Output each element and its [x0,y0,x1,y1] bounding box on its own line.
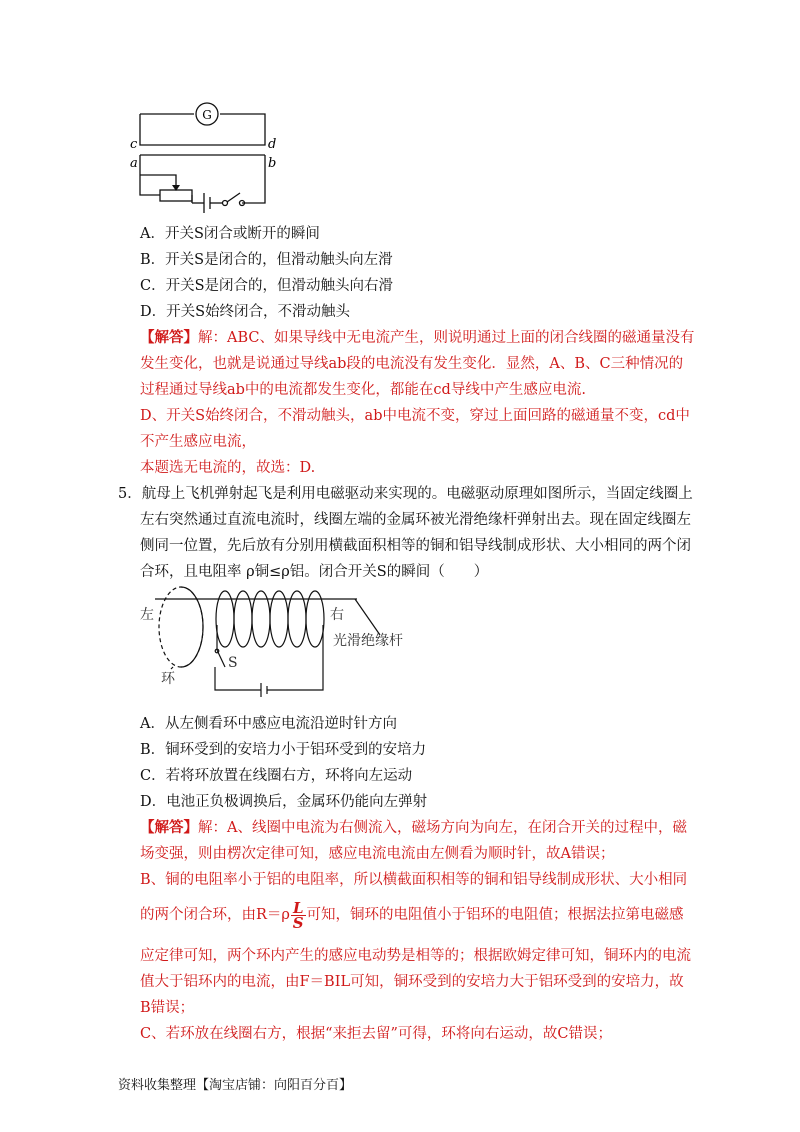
q4-answer-line-2: 发生变化，也就是说通过导线ab段的电流没有发生变化．显然，A、B、C三种情况的 [140,356,684,372]
q5-answer-line-4: 应定律可知，两个环内产生的感应电动势是相等的；根据欧姆定律可知，铜环内的电流 [140,948,691,964]
q5-option-b: B．铜环受到的安培力小于铝环受到的安培力 [140,742,427,758]
coil-diagram [135,585,455,705]
figure-label-left: 左 [140,607,154,623]
label-c: c [130,137,138,152]
q5-formula-line: 的两个闭合环，由R＝ρ $\frac{L}{S}$ 可知，铜环的电阻值小于铝环的电阻值；根据法拉第电磁感 [140,898,684,932]
fraction-denominator: S [292,913,304,932]
q5-answer-line-1: 【解答】解：A、线圈中电流为右侧流入，磁场方向为向左，在闭合开关的过程中，磁 [140,819,687,836]
figure-label-ring: 环 [161,671,175,687]
q5-stem-line-4: 合环，且电阻率 ρ铜≤ρ铝。闭合开关S的瞬间（ ） [140,564,489,580]
q4-answer-line-5: 不产生感应电流， [140,434,256,450]
q5-answer-line-3: B、铜的电阻率小于铝的电阻率，所以横截面积相等的铜和铝导线制成形状、大小相同 [140,872,688,888]
q4-answer-tag: 【解答】 [140,329,198,346]
q5-answer-line-7: C、若环放在线圈右方，根据“来拒去留”可得，环将向右运动，故C错误； [140,1026,613,1042]
q5-option-a: A．从左侧看环中感应电流沿逆时针方向 [140,716,397,732]
galvanometer-label: G [202,108,212,122]
figure-label-rod: 光滑绝缘杆 [333,633,403,649]
q4-answer-line-3: 过程通过导线ab中的电流都发生变化，都能在cd导线中产生感应电流. [140,382,586,398]
q4-option-a: A．开关S闭合或断开的瞬间 [140,226,320,242]
q4-answer-line-1: 【解答】解：ABC、如果导线中无电流产生，则说明通过上面的闭合线圈的磁通量没有 [140,329,695,346]
q4-answer-line-6: 本题选无电流的，故选：D. [140,460,316,476]
circuit-diagram-1 [130,95,280,215]
label-d: d [268,137,277,152]
q5-stem-line-3: 侧同一位置，先后放有分别用横截面积相等的铜和铝导线制成形状、大小相同的两个闭 [140,538,691,554]
page-footer: 资料收集整理【淘宝店铺：向阳百分百】 [118,1078,353,1093]
fraction-numerator: L [292,898,304,917]
label-a: a [130,156,138,171]
q5-option-d: D．电池正负极调换后，金属环仍能向左弹射 [140,794,428,810]
figure-label-switch: S [228,655,238,671]
q4-answer-line-4: D、开关S始终闭合，不滑动触头，ab中电流不变，穿过上面回路的磁通量不变，cd中 [140,408,690,424]
q5-answer-line-2: 场变强，则由楞次定律可知，感应电流电流由左侧看为顺时针，故A错误； [140,846,615,862]
fraction [291,898,306,932]
q4-option-d: D．开关S始终闭合，不滑动触头 [140,304,351,320]
figure-label-right: 右 [330,607,344,623]
label-b: b [268,156,277,171]
q5-answer-line-5: 值大于铝环内的电流，由F＝BIL可知，铜环受到的安培力大于铝环受到的安培力，故 [140,974,684,990]
q5-stem-line-2: 左右突然通过直流电流时，线圈左端的金属环被光滑绝缘杆弹射出去。现在固定线圈左 [140,512,691,528]
q5-answer-line-6: B错误； [140,1000,195,1016]
q4-option-c: C．开关S是闭合的，但滑动触头向右滑 [140,278,394,294]
q4-option-b: B．开关S是闭合的，但滑动触头向左滑 [140,252,393,268]
q5-stem-line-1: 5．航母上飞机弹射起飞是利用电磁驱动来实现的。电磁驱动原理如图所示，当固定线圈上 [118,486,693,502]
q5-option-c: C．若将环放置在线圈右方，环将向左运动 [140,768,413,784]
q5-answer-tag: 【解答】 [140,819,198,836]
